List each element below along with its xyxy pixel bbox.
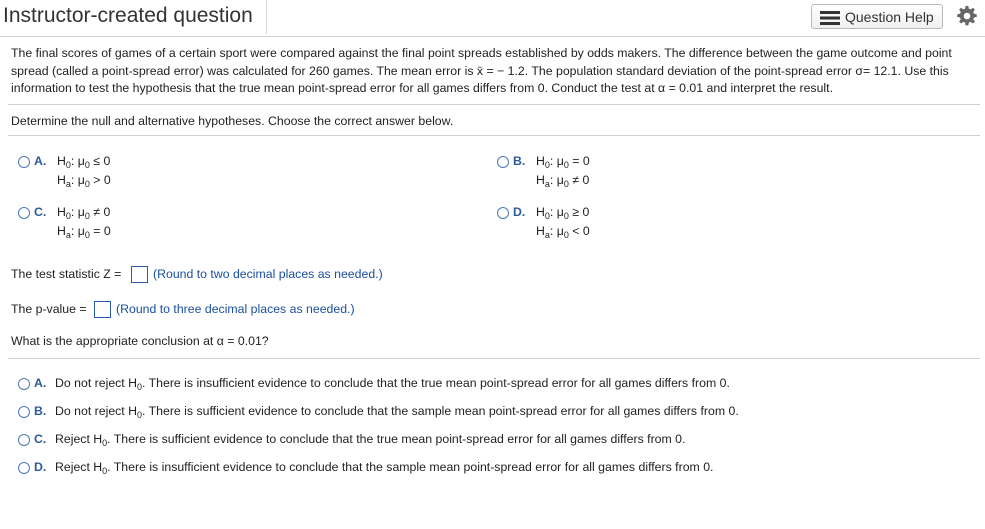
conclusion-option[interactable] — [18, 374, 958, 393]
radio-button[interactable] — [18, 207, 30, 219]
gear-icon[interactable] — [956, 5, 978, 27]
problem-statement: The final scores of games of a certain sport were compared against the final point spreads established by odds makers. The difference between the game outcome and point spread (called a point-spread error) was calculated for 260 games. The mean error is x̄ = − 1.2. The population standard deviation of the point-spread error σ= 12.1. Use this information to test the hypothesis that the true mean point-spread error for all games differs from 0. Conduct the test at α = 0.01 and interpret the result. — [11, 46, 952, 95]
radio-button[interactable] — [18, 406, 30, 418]
conclusion-text: Reject $H_0$. There is insufficient evidence to conclude that the sample mean point-spread error for all games differs from 0. — [55, 460, 714, 476]
alternative-hypothesis: $H_a$: $\mu_0 > 0$ — [57, 173, 111, 189]
radio-button[interactable] — [497, 156, 509, 168]
conclusion-question: What is the appropriate conclusion at α = 0.01? — [11, 334, 269, 348]
radio-button[interactable] — [18, 156, 30, 168]
option-letter: B. — [513, 154, 526, 168]
header-bar — [0, 0, 985, 37]
alternative-hypothesis: $H_a$: $\mu_0 = 0$ — [57, 224, 111, 240]
conclusion-option[interactable] — [18, 458, 958, 477]
test-statistic-label: The test statistic Z = — [11, 267, 122, 281]
title-divider — [266, 0, 267, 34]
option-letter: A. — [34, 154, 47, 168]
option-letter: A. — [34, 376, 47, 390]
option-letter: B. — [34, 404, 47, 418]
null-hypothesis: $H_0$: $\mu_0 = 0$ — [536, 154, 590, 170]
question-help-button[interactable] — [811, 4, 943, 29]
alternative-hypothesis: $H_a$: $\mu_0 < 0$ — [536, 224, 590, 240]
option-letter: D. — [513, 205, 526, 219]
conclusion-text: Do not reject $H_0$. There is insufficient evidence to conclude that the true mean point-spread error for all games differs from 0. — [55, 376, 730, 392]
list-icon — [820, 11, 840, 25]
conclusion-option[interactable] — [18, 430, 958, 449]
conclusion-text: Do not reject $H_0$. There is sufficient evidence to conclude that the sample mean point-spread error for all games differs from 0. — [55, 404, 739, 420]
p-value-hint: (Round to three decimal places as needed.) — [116, 302, 355, 316]
null-hypothesis: $H_0$: $\mu_0 \ge 0$ — [536, 205, 590, 221]
p-value-input[interactable] — [94, 301, 111, 318]
divider — [8, 135, 980, 136]
null-hypothesis: $H_0$: $\mu_0 \ne 0$ — [57, 205, 111, 221]
option-letter: C. — [34, 432, 47, 446]
test-statistic-row — [11, 267, 121, 281]
alternative-hypothesis: $H_a$: $\mu_0 \ne 0$ — [536, 173, 590, 189]
test-statistic-input[interactable] — [131, 266, 148, 283]
radio-button[interactable] — [497, 207, 509, 219]
conclusion-text: Reject $H_0$. There is sufficient evidence to conclude that the true mean point-spread error for all games differs from 0. — [55, 432, 686, 448]
null-hypothesis: $H_0$: $\mu_0 \le 0$ — [57, 154, 111, 170]
test-statistic-hint: (Round to two decimal places as needed.) — [153, 267, 383, 281]
radio-button[interactable] — [18, 462, 30, 474]
divider — [8, 104, 980, 105]
radio-button[interactable] — [18, 378, 30, 390]
p-value-label: The p-value = — [11, 302, 87, 316]
question-help-label: Question Help — [845, 9, 934, 25]
question-title: Instructor-created question — [3, 4, 253, 27]
instruction-text: Determine the null and alternative hypotheses. Choose the correct answer below. — [11, 114, 454, 128]
radio-button[interactable] — [18, 434, 30, 446]
option-letter: C. — [34, 205, 47, 219]
conclusion-option[interactable] — [18, 402, 958, 421]
divider — [8, 358, 980, 359]
option-letter: D. — [34, 460, 47, 474]
